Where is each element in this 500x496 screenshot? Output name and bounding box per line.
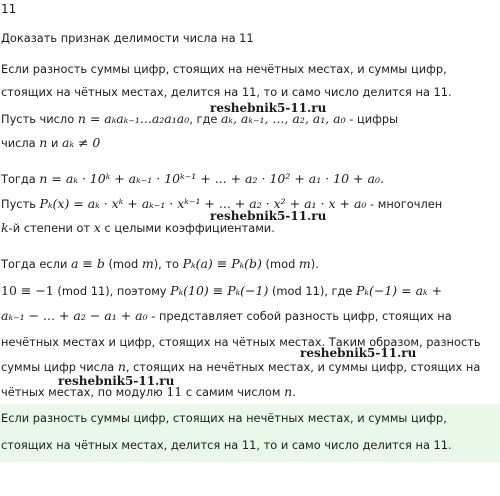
p2-text: Тогда (1, 172, 40, 186)
congruence-poly: Pₖ(a) ≡ Pₖ(b) (182, 256, 262, 271)
math-m: m (298, 256, 311, 271)
p3-line-3 (1, 308, 452, 324)
task-title: Доказать признак делимости числа на 11 (1, 31, 254, 45)
congruence-ab: a ≡ b (70, 256, 105, 271)
p3-text: ). (310, 257, 319, 271)
p2-text: - многочлен (366, 197, 443, 211)
p3-line-1 (1, 256, 319, 272)
statement-line-2: стоящих на чётных местах, делится на 11, то и само число делится на 11. (1, 85, 452, 99)
p1-text: числа (1, 136, 40, 150)
p3-text: (mod (104, 257, 142, 271)
p3-line-4: нечётных местах и цифр, стоящих на чётных местах. Таким образом, разность (1, 335, 481, 349)
math-n: n (284, 384, 293, 399)
p2-text: с целыми коэффициентами. (100, 221, 275, 235)
task-number: 11 (1, 2, 17, 16)
p1-text: и (47, 136, 62, 150)
polynomial-formula: Pₖ(x) = aₖ · xᵏ + aₖ₋₁ · xᵏ⁻¹ + ... + a₂ · x² + a₁ · x + a₀ (39, 196, 367, 211)
p3-line-5 (1, 359, 480, 375)
p3-line-2 (1, 283, 442, 299)
watermark: reshebnik5-11.ru (300, 346, 417, 360)
p2-text: -й степени от (8, 221, 94, 235)
answer-line-2: стоящих на чётных местах, делится на 11, то и само число делится на 11. (1, 438, 452, 452)
p3-text: Тогда если (1, 257, 71, 271)
p2-text: Пусть (1, 197, 40, 211)
p3-text: (mod 11), поэтому (53, 284, 171, 298)
p3-text: суммы цифр числа (1, 360, 118, 374)
p3-text: ), то (153, 257, 183, 271)
watermark: reshebnik5-11.ru (210, 209, 327, 223)
p3-text: (mod (261, 257, 299, 271)
math-n: n (117, 359, 126, 374)
p3-text: . (292, 385, 296, 399)
math-11: 11 (166, 384, 183, 399)
math-condition: aₖ ≠ 0 (62, 135, 101, 150)
p1-line-1 (1, 111, 398, 127)
p1-text: - цифры (345, 112, 399, 126)
watermark: reshebnik5-11.ru (210, 101, 327, 115)
p1-line-2 (1, 135, 100, 151)
p1-text: Пусть число (1, 112, 78, 126)
p3-text: (mod 11), где (268, 284, 357, 298)
p3-text: , стоящих на нечётных местах, и суммы цифр, стоящих на (125, 360, 481, 374)
p3-text: чётных местах, по модулю (1, 385, 167, 399)
watermark: reshebnik5-11.ru (58, 374, 175, 388)
pk-minus-one: Pₖ(−1) = aₖ + (356, 283, 443, 298)
expansion-formula: n = aₖ · 10ᵏ + aₖ₋₁ · 10ᵏ⁻¹ + ... + a₂ · 10² + a₁ · 10 + a₀. (39, 171, 384, 186)
p3-text: - представляет собой разность цифр, стоящих на (147, 309, 452, 323)
math-x: x (93, 220, 101, 235)
answer-line-1: Если разность суммы цифр, стоящих на нечётных местах, и суммы цифр, (1, 411, 447, 425)
p3-text: с самим числом (182, 385, 285, 399)
math-m: m (141, 256, 154, 271)
math-k: k (1, 220, 9, 235)
digits-list: aₖ, aₖ₋₁, ..., a₂, a₁, a₀ (220, 111, 346, 126)
p1-text: , где (189, 112, 221, 126)
p2-line-1 (1, 171, 384, 187)
alternating-sum: aₖ₋₁ − ... + a₂ − a₁ + a₀ (1, 308, 148, 323)
math-n: n (39, 135, 48, 150)
statement-line-1: Если разность суммы цифр, стоящих на нечётных местах, и суммы цифр, (1, 62, 447, 76)
number-notation: n = aₖaₖ₋₁...a₂a₁a₀ (77, 111, 190, 126)
congruence-p10: Pₖ(10) ≡ Pₖ(−1) (170, 283, 269, 298)
congruence-10: 10 ≡ −1 (1, 283, 54, 298)
answer-box (0, 404, 500, 462)
